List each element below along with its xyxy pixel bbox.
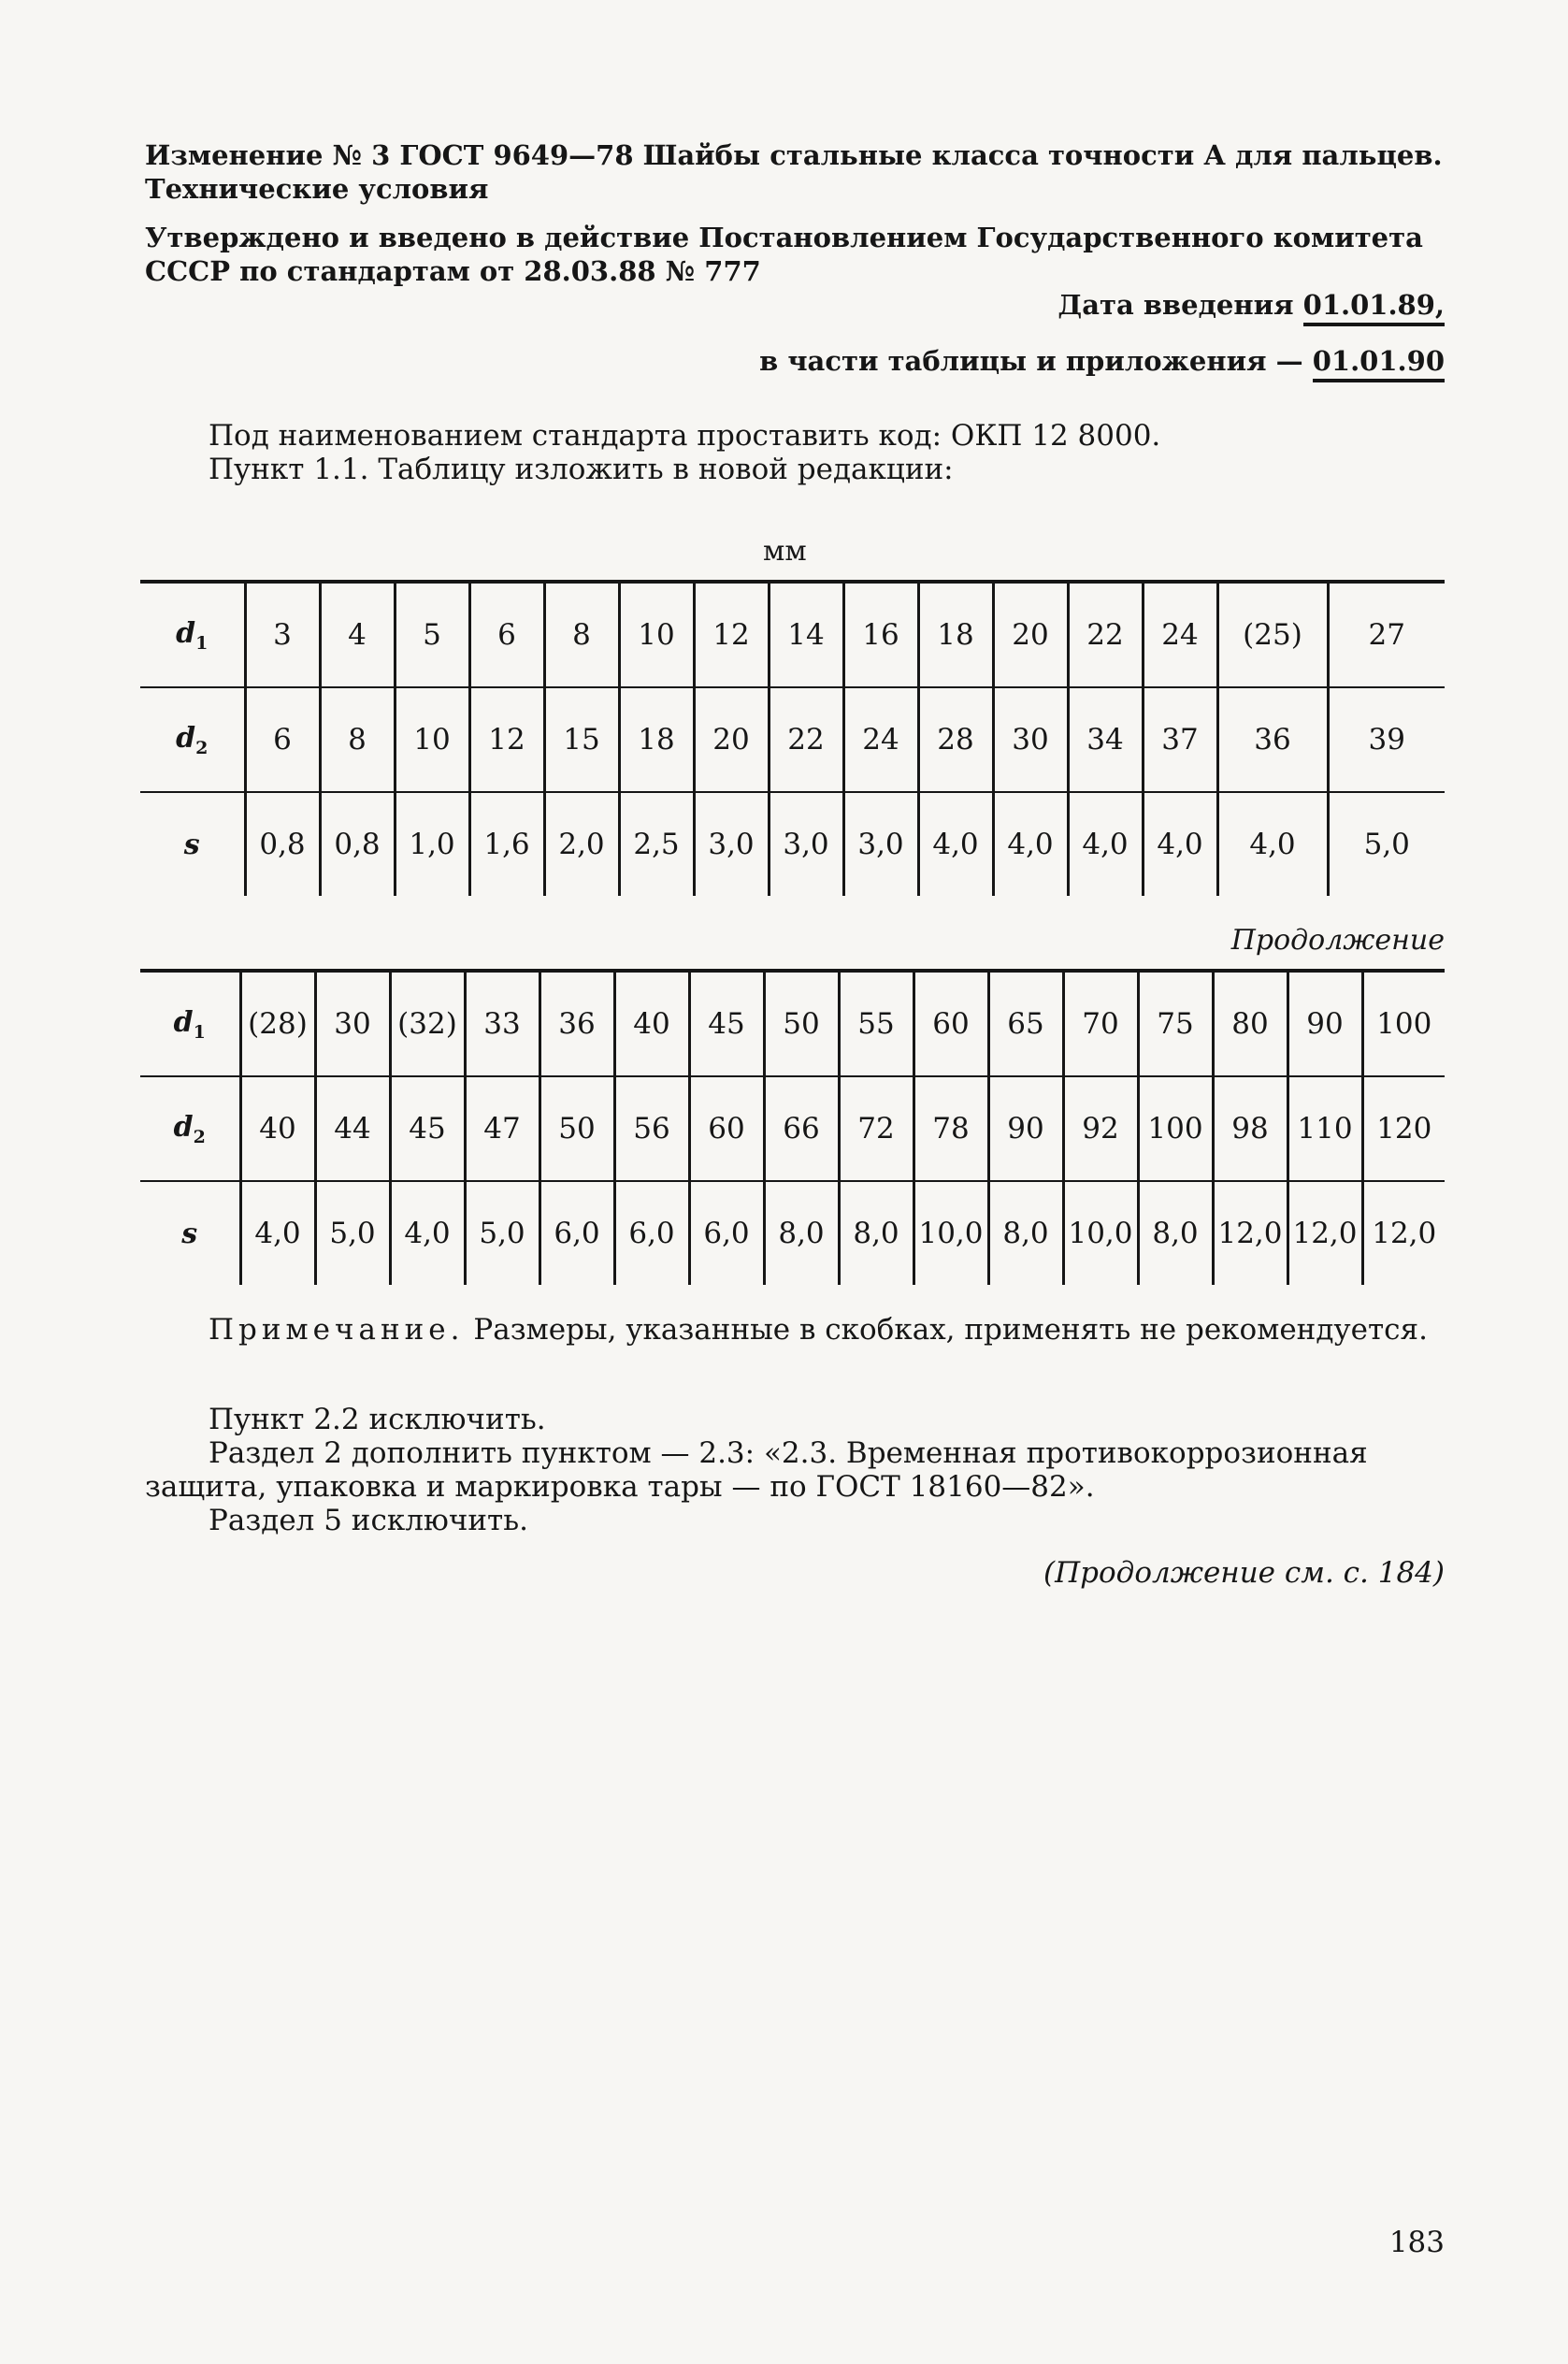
- table-cell: 4,0: [1068, 792, 1143, 896]
- table-cell: 4,0: [1217, 792, 1328, 896]
- table-cell: 8,0: [1138, 1181, 1213, 1285]
- table-cell: 0,8: [320, 792, 395, 896]
- table-cell: 39: [1328, 687, 1445, 792]
- table-cell: 4,0: [390, 1181, 465, 1285]
- table-cell: 44: [315, 1076, 390, 1181]
- table-cell: 40: [240, 1076, 315, 1181]
- table-cell: 3,0: [843, 792, 918, 896]
- table-cell: 22: [1068, 582, 1143, 687]
- table-cell: 90: [988, 1076, 1063, 1181]
- table-cell: 12,0: [1362, 1181, 1445, 1285]
- table-cell: 30: [993, 687, 1068, 792]
- change-item-section-5: Раздел 5 исключить.: [209, 1504, 528, 1537]
- table-cell: 36: [539, 971, 614, 1076]
- table-cell: 18: [918, 582, 993, 687]
- table-cell: 50: [764, 971, 839, 1076]
- table-cell: 14: [769, 582, 843, 687]
- table-cell: 4,0: [1143, 792, 1217, 896]
- row-label-s: s: [183, 828, 200, 861]
- table-cell: 8,0: [988, 1181, 1063, 1285]
- note-text: Размеры, указанные в скобках, применять не рекомендуется.: [473, 1313, 1428, 1347]
- row-label-s: s: [181, 1217, 198, 1250]
- table-cell: 56: [614, 1076, 689, 1181]
- table-cell: 24: [843, 687, 918, 792]
- table-introduction-date-label: в части таблицы и приложения —: [759, 345, 1303, 377]
- table-row-s: [140, 792, 1445, 896]
- introduction-date-value: 01.01.89,: [1303, 289, 1445, 326]
- table-cell: 72: [839, 1076, 913, 1181]
- table-cell: 2,5: [619, 792, 694, 896]
- note-label: Примечание.: [209, 1313, 465, 1347]
- table-cell: 50: [539, 1076, 614, 1181]
- table-cell: 55: [839, 971, 913, 1076]
- table-cell: 12: [469, 687, 544, 792]
- table-cell: 60: [913, 971, 988, 1076]
- table-cell: 40: [614, 971, 689, 1076]
- row-label-d2: $d_2$: [140, 687, 245, 792]
- table-cell: 6,0: [689, 1181, 764, 1285]
- table-cell: 20: [993, 582, 1068, 687]
- table-cell: 8: [544, 582, 619, 687]
- change-item-2-2: Пункт 2.2 исключить.: [209, 1403, 546, 1436]
- table-cell: 4,0: [240, 1181, 315, 1285]
- table-cell: 3,0: [694, 792, 769, 896]
- table-cell: (25): [1217, 582, 1328, 687]
- table-row-d1: [140, 582, 1445, 687]
- table-cell: 28: [918, 687, 993, 792]
- table-cell: 110: [1287, 1076, 1362, 1181]
- table-cell: 15: [544, 687, 619, 792]
- table-cell: 6: [245, 687, 320, 792]
- table-cell: 20: [694, 687, 769, 792]
- row-label-d1: $d_1$: [140, 582, 245, 687]
- row-label-d2: $d_2$: [140, 1076, 240, 1181]
- row-label-d1: $d_1$: [140, 971, 240, 1076]
- continued-reference: (Продолжение см. с. 184): [1043, 1556, 1445, 1590]
- table-cell: 37: [1143, 687, 1217, 792]
- amendment-title: Изменение № 3 ГОСТ 9649—78 Шайбы стальные класса точности А для пальцев. Технические условия: [145, 139, 1443, 205]
- table-cell: 90: [1287, 971, 1362, 1076]
- table-row-d2: [140, 1076, 1445, 1181]
- table-cell: 45: [390, 1076, 465, 1181]
- table-cell: 47: [465, 1076, 539, 1181]
- intro-line-okp: Под наименованием стандарта проставить код: ОКП 12 8000.: [209, 419, 1161, 453]
- page-number: 183: [1388, 2226, 1445, 2259]
- table-cell: 3: [245, 582, 320, 687]
- introduction-date: [145, 288, 1445, 322]
- table-cell: 4,0: [993, 792, 1068, 896]
- table-cell: 45: [689, 971, 764, 1076]
- table-cell: 16: [843, 582, 918, 687]
- table-cell: 22: [769, 687, 843, 792]
- table-cell: 36: [1217, 687, 1328, 792]
- table-cell: 5,0: [465, 1181, 539, 1285]
- table-cell: 100: [1138, 1076, 1213, 1181]
- table-cell: 6: [469, 582, 544, 687]
- dimensions-table-1: [140, 580, 1445, 896]
- table-cell: 10: [395, 687, 469, 792]
- continuation-label: Продолжение: [1230, 924, 1445, 957]
- introduction-date-label: Дата введения: [1057, 289, 1294, 321]
- table-cell: 2,0: [544, 792, 619, 896]
- note-paragraph: [145, 1313, 1508, 1347]
- table-cell: 78: [913, 1076, 988, 1181]
- table-cell: 6,0: [614, 1181, 689, 1285]
- unit-label: мм: [763, 535, 807, 568]
- table-cell: 27: [1328, 582, 1445, 687]
- table-introduction-date: [145, 344, 1445, 378]
- table-introduction-date-value: 01.01.90: [1313, 345, 1445, 382]
- table-cell: 8: [320, 687, 395, 792]
- table-cell: 5,0: [315, 1181, 390, 1285]
- dimensions-table-2: [140, 969, 1445, 1285]
- table-cell: 80: [1213, 971, 1287, 1076]
- table-cell: 4,0: [918, 792, 993, 896]
- table-cell: 34: [1068, 687, 1143, 792]
- table-cell: 12,0: [1287, 1181, 1362, 1285]
- table-cell: 60: [689, 1076, 764, 1181]
- table-cell: 33: [465, 971, 539, 1076]
- table-cell: 5,0: [1328, 792, 1445, 896]
- table-cell: (28): [240, 971, 315, 1076]
- table-cell: 100: [1362, 971, 1445, 1076]
- intro-line-table: Пункт 1.1. Таблицу изложить в новой редакции:: [209, 453, 954, 486]
- table-cell: 92: [1063, 1076, 1138, 1181]
- table-cell: 10: [619, 582, 694, 687]
- table-cell: 12,0: [1213, 1181, 1287, 1285]
- table-cell: 3,0: [769, 792, 843, 896]
- table-cell: 120: [1362, 1076, 1445, 1181]
- table-cell: 8,0: [764, 1181, 839, 1285]
- table-row-d2: [140, 687, 1445, 792]
- table-cell: 66: [764, 1076, 839, 1181]
- table-row-d1: [140, 971, 1445, 1076]
- table-cell: 5: [395, 582, 469, 687]
- table-cell: 1,6: [469, 792, 544, 896]
- table-cell: 30: [315, 971, 390, 1076]
- table-cell: 10,0: [913, 1181, 988, 1285]
- table-cell: 1,0: [395, 792, 469, 896]
- table-cell: 8,0: [839, 1181, 913, 1285]
- table-cell: (32): [390, 971, 465, 1076]
- table-cell: 10,0: [1063, 1181, 1138, 1285]
- change-item-section-2: Раздел 2 дополнить пунктом — 2.3: «2.3. Временная противокоррозионная защита, упаковка и маркировка тары — по ГОСТ 18160—82».: [145, 1436, 1368, 1504]
- table-cell: 75: [1138, 971, 1213, 1076]
- table-row-s: [140, 1181, 1445, 1285]
- table-cell: 0,8: [245, 792, 320, 896]
- table-cell: 4: [320, 582, 395, 687]
- approval-statement: Утверждено и введено в действие Постановлением Государственного комитета СССР по стандартам от 28.03.88 № 777: [145, 222, 1423, 287]
- table-cell: 70: [1063, 971, 1138, 1076]
- table-cell: 24: [1143, 582, 1217, 687]
- table-cell: 6,0: [539, 1181, 614, 1285]
- table-cell: 12: [694, 582, 769, 687]
- table-cell: 98: [1213, 1076, 1287, 1181]
- table-cell: 18: [619, 687, 694, 792]
- table-cell: 65: [988, 971, 1063, 1076]
